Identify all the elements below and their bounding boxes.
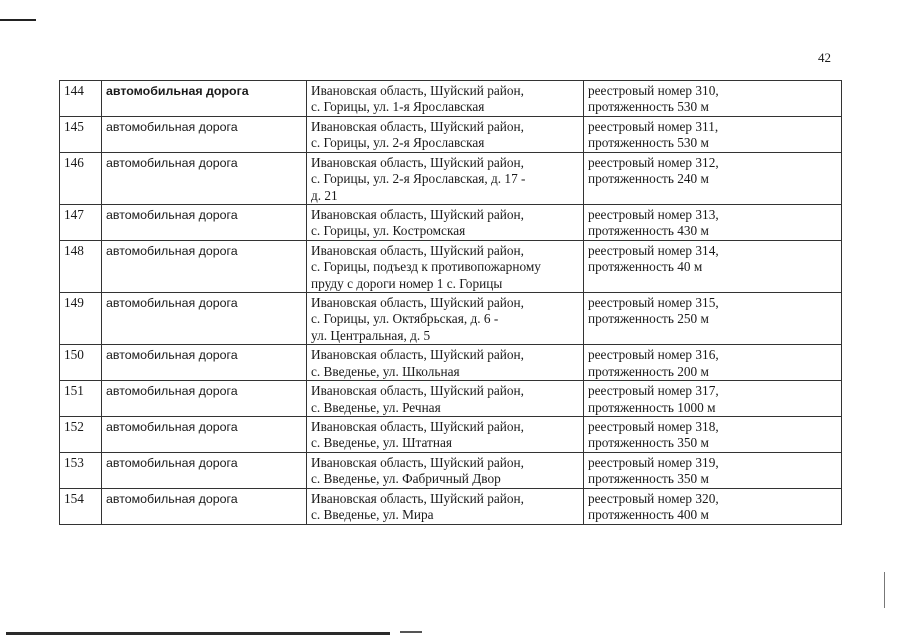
address-cell: [307, 345, 584, 381]
registry-info-line: протяженность 350 м: [588, 471, 709, 487]
registry-info-line: реестровый номер 320,: [588, 490, 719, 506]
registry-info-line: реестровый номер 316,: [588, 347, 719, 363]
address-line: Ивановская область, Шуйский район,: [311, 207, 524, 223]
row-number-cell: 151: [60, 381, 102, 417]
address-line: с. Введенье, ул. Фабричный Двор: [311, 471, 501, 487]
registry-info-cell: [584, 152, 842, 204]
table-row: [60, 381, 842, 417]
address-line: Ивановская область, Шуйский район,: [311, 418, 524, 434]
address-line: с. Горицы, подъезд к противопожарному: [311, 259, 541, 275]
registry-info-cell: [584, 416, 842, 452]
address-line: Ивановская область, Шуйский район,: [311, 295, 524, 311]
object-type-cell: автомобильная дорога: [102, 452, 307, 488]
table-row: [60, 452, 842, 488]
registry-info-line: протяженность 530 м: [588, 135, 709, 151]
registry-info-line: протяженность 240 м: [588, 171, 709, 187]
table-row: [60, 205, 842, 241]
row-number-cell: 148: [60, 240, 102, 292]
row-number-cell: 153: [60, 452, 102, 488]
row-number-cell: 154: [60, 488, 102, 524]
object-type-cell: автомобильная дорога: [102, 81, 307, 117]
registry-info-cell: [584, 452, 842, 488]
registry-info-cell: [584, 240, 842, 292]
address-line: с. Горицы, ул. 2-я Ярославская, д. 17 -: [311, 171, 526, 187]
road-registry-table: [59, 80, 842, 525]
address-line: пруду с дороги номер 1 с. Горицы: [311, 275, 503, 291]
address-line: д. 21: [311, 187, 338, 203]
registry-info-line: реестровый номер 314,: [588, 242, 719, 258]
registry-info-line: протяженность 40 м: [588, 259, 703, 275]
registry-info-line: реестровый номер 312,: [588, 154, 719, 170]
address-line: Ивановская область, Шуйский район,: [311, 119, 524, 134]
registry-info-line: реестровый номер 319,: [588, 454, 719, 470]
registry-info-line: реестровый номер 311,: [588, 119, 719, 134]
address-line: с. Введенье, ул. Школьная: [311, 363, 460, 379]
registry-info-cell: [584, 381, 842, 417]
address-line: с. Введенье, ул. Речная: [311, 399, 441, 415]
address-line: Ивановская область, Шуйский район,: [311, 454, 524, 470]
address-cell: [307, 81, 584, 117]
registry-info-line: реестровый номер 310,: [588, 83, 719, 98]
table-row: [60, 152, 842, 204]
scan-edge-mark-right: [884, 572, 885, 608]
address-line: Ивановская область, Шуйский район,: [311, 83, 524, 98]
object-type-cell: автомобильная дорога: [102, 488, 307, 524]
address-line: с. Горицы, ул. Октябрьская, д. 6 -: [311, 311, 499, 327]
table-row: [60, 81, 842, 117]
page-number: 42: [818, 50, 831, 65]
registry-info-line: протяженность 530 м: [588, 99, 709, 115]
scan-edge-mark-bottom-short: [400, 631, 422, 633]
registry-info-line: протяженность 400 м: [588, 507, 709, 523]
table-row: [60, 488, 842, 524]
address-line: с. Введенье, ул. Штатная: [311, 435, 452, 451]
address-cell: [307, 416, 584, 452]
address-line: с. Введенье, ул. Мира: [311, 507, 434, 523]
row-number-cell: 144: [60, 81, 102, 117]
row-number-cell: 145: [60, 117, 102, 153]
address-cell: [307, 452, 584, 488]
row-number-cell: 147: [60, 205, 102, 241]
registry-info-line: протяженность 350 м: [588, 435, 709, 451]
address-cell: [307, 381, 584, 417]
registry-info-cell: [584, 81, 842, 117]
address-cell: [307, 488, 584, 524]
registry-info-line: протяженность 430 м: [588, 223, 709, 239]
registry-info-cell: [584, 293, 842, 345]
object-type-cell: автомобильная дорога: [102, 205, 307, 241]
address-cell: [307, 293, 584, 345]
address-line: Ивановская область, Шуйский район,: [311, 383, 524, 399]
registry-info-line: реестровый номер 313,: [588, 207, 719, 223]
address-cell: [307, 240, 584, 292]
registry-info-line: реестровый номер 317,: [588, 383, 719, 399]
row-number-cell: 150: [60, 345, 102, 381]
registry-info-line: протяженность 200 м: [588, 363, 709, 379]
registry-info-line: протяженность 1000 м: [588, 399, 716, 415]
registry-info-cell: [584, 205, 842, 241]
address-line: ул. Центральная, д. 5: [311, 327, 431, 343]
address-line: Ивановская область, Шуйский район,: [311, 490, 524, 506]
object-type-cell: автомобильная дорога: [102, 117, 307, 153]
address-line: с. Горицы, ул. 2-я Ярославская: [311, 135, 485, 151]
address-line: с. Горицы, ул. Костромская: [311, 223, 466, 239]
table-row: [60, 117, 842, 153]
address-line: Ивановская область, Шуйский район,: [311, 242, 524, 258]
object-type-cell: автомобильная дорога: [102, 381, 307, 417]
table-row: [60, 293, 842, 345]
object-type-cell: автомобильная дорога: [102, 416, 307, 452]
table-row: [60, 240, 842, 292]
row-number-cell: 149: [60, 293, 102, 345]
object-type-cell: автомобильная дорога: [102, 240, 307, 292]
object-type-cell: автомобильная дорога: [102, 152, 307, 204]
registry-info-cell: [584, 488, 842, 524]
object-type-cell: автомобильная дорога: [102, 345, 307, 381]
address-cell: [307, 152, 584, 204]
registry-info-line: реестровый номер 318,: [588, 418, 719, 434]
address-line: Ивановская область, Шуйский район,: [311, 154, 524, 170]
address-line: с. Горицы, ул. 1-я Ярославская: [311, 99, 485, 115]
registry-info-line: протяженность 250 м: [588, 311, 709, 327]
table-row: [60, 345, 842, 381]
object-type-cell: автомобильная дорога: [102, 293, 307, 345]
registry-info-cell: [584, 345, 842, 381]
registry-table-body: [60, 81, 842, 525]
row-number-cell: 152: [60, 416, 102, 452]
address-line: Ивановская область, Шуйский район,: [311, 347, 524, 363]
table-row: [60, 416, 842, 452]
row-number-cell: 146: [60, 152, 102, 204]
address-cell: [307, 117, 584, 153]
registry-info-cell: [584, 117, 842, 153]
scan-edge-mark-top: [0, 19, 36, 21]
scan-edge-mark-bottom: [6, 632, 390, 635]
registry-info-line: реестровый номер 315,: [588, 295, 719, 311]
address-cell: [307, 205, 584, 241]
